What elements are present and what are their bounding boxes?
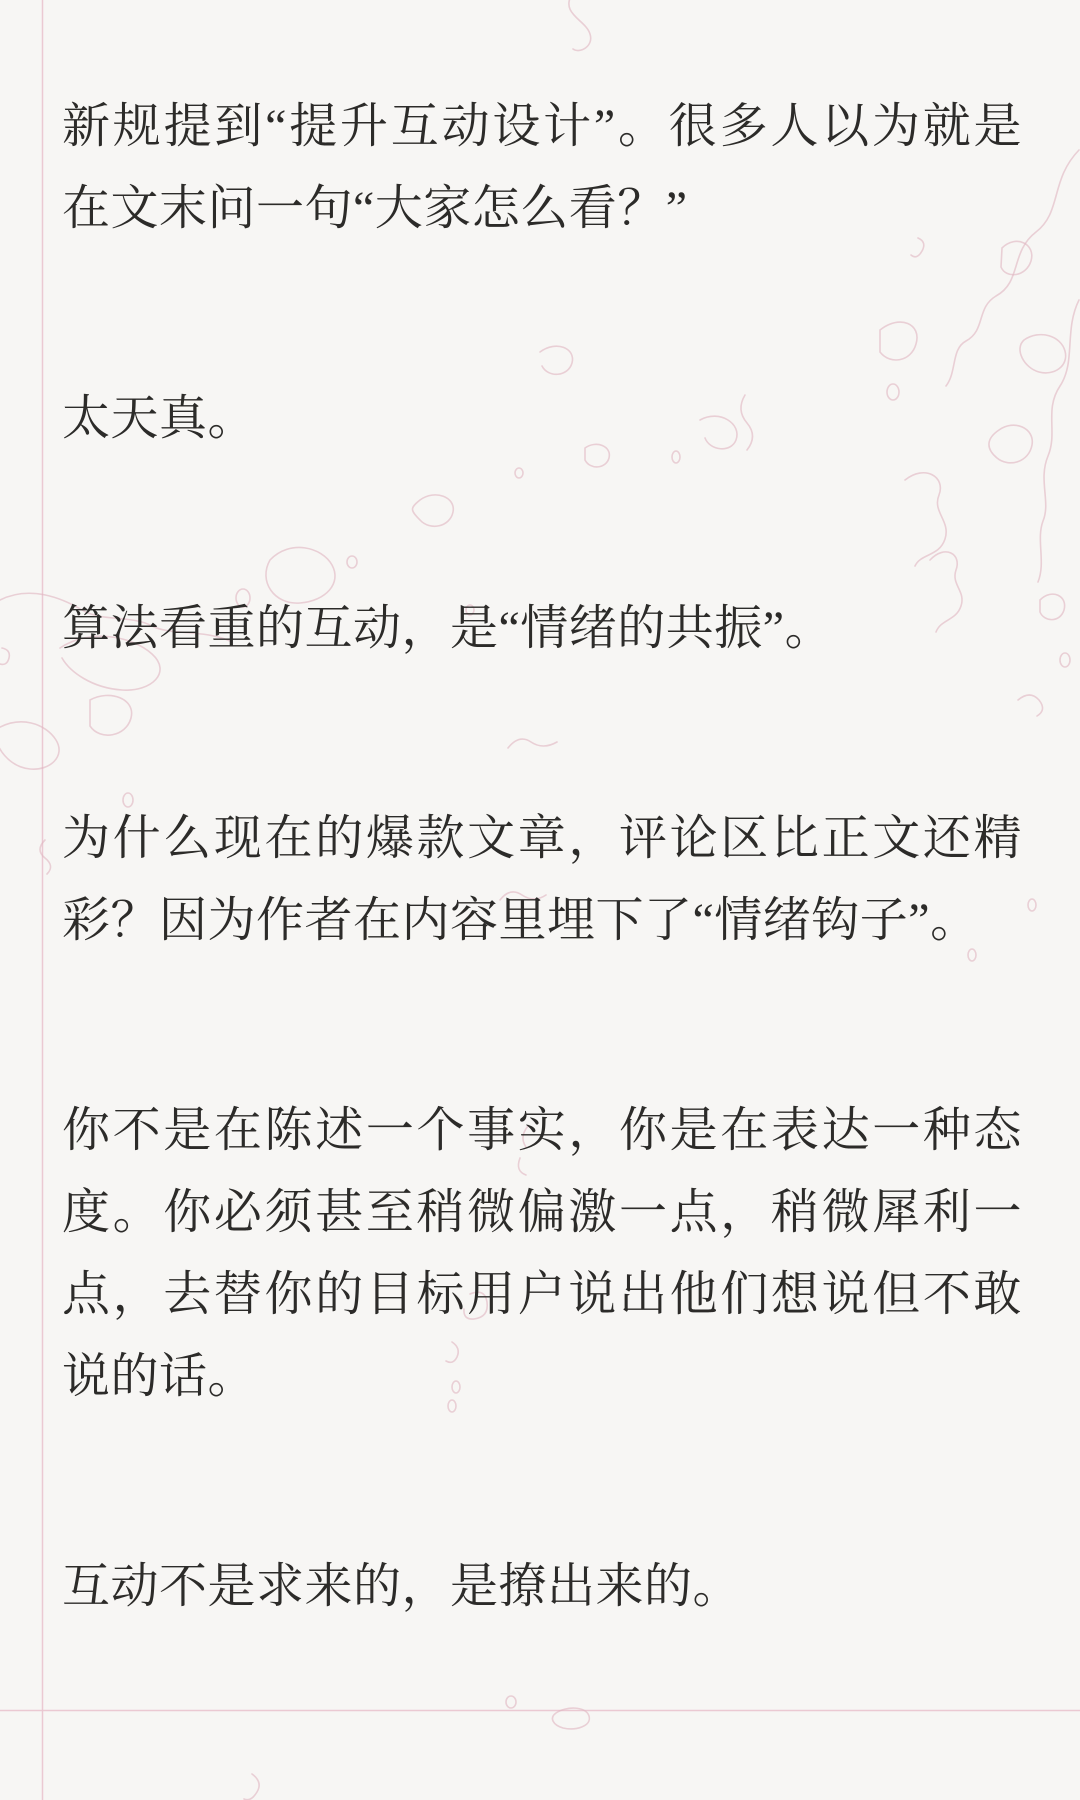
paragraph-provoke-interaction: 互动不是求来的，是撩出来的。 — [62, 1560, 742, 1613]
decor-squiggle — [244, 1774, 259, 1800]
decor-island — [552, 1708, 589, 1729]
paragraph-too-naive: 太天真。 — [62, 392, 257, 445]
decor-islet — [506, 1696, 516, 1708]
paragraph-emotional-resonance: 算法看重的互动，是“情绪的共振”。 — [62, 602, 834, 655]
paragraph-new-rules: 新规提到“提升互动设计”。很多人以为就是在文末问一句“大家怎么看？” — [62, 100, 1022, 235]
paragraph-express-attitude: 你不是在陈述一个事实，你是在表达一种态度。你必须甚至稍微偏激一点，稍微犀利一点，去替你的目标用户说出他们想说但不敢说的话。 — [62, 1104, 1022, 1403]
paragraph-emotion-hooks: 为什么现在的爆款文章，评论区比正文还精彩？因为作者在内容里埋下了“情绪钩子”。 — [62, 812, 1022, 947]
